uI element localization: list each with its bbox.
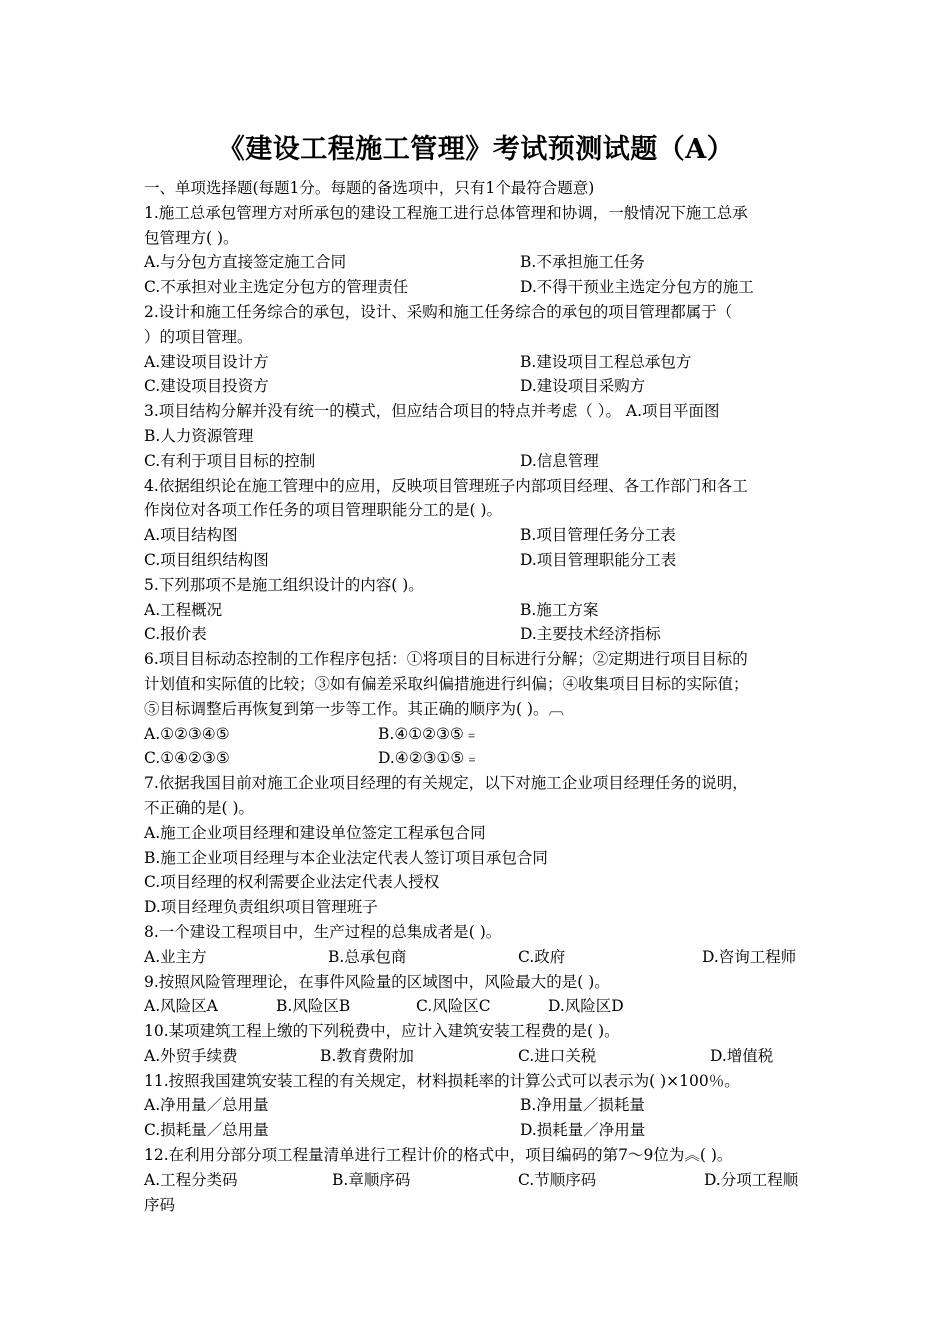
question-11-option-c: C.损耗量／总用量 — [144, 1121, 269, 1140]
question-5-option-a: A.工程概况 — [144, 600, 223, 619]
question-1-option-d: D.不得干预业主选定分包方的施工 — [520, 278, 754, 297]
question-11-option-a: A.净用量／总用量 — [144, 1096, 269, 1115]
question-4-stem-cont: 作岗位对各项工作任务的项目管理职能分工的是( )。 — [144, 501, 503, 520]
question-1-options-row-1 — [144, 250, 808, 275]
question-2-option-b: B.建设项目工程总承包方 — [520, 352, 692, 371]
question-7-option-a: A.施工企业项目经理和建设单位签定工程承包合同 — [144, 823, 486, 842]
question-5-option-c: C.报价表 — [144, 625, 207, 644]
question-2-option-c: C.建设项目投资方 — [144, 377, 269, 396]
question-1-option-a: A.与分包方直接签定施工合同 — [144, 253, 347, 272]
question-11-stem: 11.按照我国建筑安装工程的有关规定，材料损耗率的计算公式可以表示为( )×100％。 — [144, 1071, 740, 1090]
question-4-option-a: A.项目结构图 — [144, 526, 238, 545]
question-12-option-d-cont: 序码 — [144, 1195, 176, 1214]
question-12-stem: 12.在利用分部分项工程量清单进行工程计价的格式中，项目编码的第7～9位为︽( )。 — [144, 1146, 733, 1165]
question-8-option-b: B.总承包商 — [328, 947, 407, 966]
question-5-option-d: D.主要技术经济指标 — [520, 625, 661, 644]
question-6-option-a: A.①②③④⑤ — [144, 724, 230, 743]
question-2-options-row-1 — [144, 350, 808, 375]
question-12-option-c: C.节顺序码 — [518, 1170, 597, 1189]
question-1-stem-cont: 包管理方( )。 — [144, 228, 239, 247]
question-7-option-b: B.施工企业项目经理与本企业法定代表人签订项目承包合同 — [144, 848, 548, 867]
question-9-option-b: B.风险区B — [276, 997, 351, 1016]
question-3-options-row — [144, 449, 808, 474]
question-11-option-d: D.损耗量／净用量 — [520, 1121, 646, 1140]
question-1-option-c: C.不承担对业主选定分包方的管理责任 — [144, 278, 409, 297]
question-6-options-row-2 — [144, 746, 808, 771]
question-5-options-row-2 — [144, 622, 808, 647]
question-6-option-b: B.④①②③⑤﹦ — [378, 724, 480, 743]
question-8-stem: 8.一个建设工程项目中，生产过程的总集成者是( )。 — [144, 922, 502, 941]
question-2-stem-cont: ）的项目管理。 — [144, 327, 253, 346]
question-1-stem: 1.施工总承包管理方对所承包的建设工程施工进行总体管理和协调，一般情况下施工总承 — [144, 203, 748, 222]
question-10-option-d: D.增值税 — [710, 1046, 774, 1065]
question-10-stem: 10.某项建筑工程上缴的下列税费中，应计入建筑安装工程费的是( )。 — [144, 1022, 620, 1041]
question-6-option-c: C.①④②③⑤ — [144, 749, 230, 768]
question-5-option-b: B.施工方案 — [520, 600, 599, 619]
question-4-option-b: B.项目管理任务分工表 — [520, 526, 676, 545]
question-10-option-b: B.教育费附加 — [320, 1046, 414, 1065]
question-4-option-d: D.项目管理职能分工表 — [520, 550, 677, 569]
question-2-option-a: A.建设项目设计方 — [144, 352, 269, 371]
question-2-option-d: D.建设项目采购方 — [520, 377, 646, 396]
question-10-option-c: C.进口关税 — [518, 1046, 597, 1065]
question-5-stem: 5.下列那项不是施工组织设计的内容( )。 — [144, 575, 424, 594]
question-8-option-c: C.政府 — [518, 947, 566, 966]
question-7-option-c: C.项目经理的权利需要企业法定代表人授权 — [144, 873, 440, 892]
question-6-stem-cont-2: ⑤目标调整后再恢复到第一步等工作。其正确的顺序为( )。︹ — [144, 699, 565, 718]
question-4-option-c: C.项目组织结构图 — [144, 550, 269, 569]
question-4-stem: 4.依据组织论在施工管理中的应用，反映项目管理班子内部项目经理、各工作部门和各工 — [144, 476, 748, 495]
section-heading: 一、单项选择题(每题1分。每题的备选项中，只有1个最符合题意) — [144, 179, 595, 197]
question-4-options-row-2 — [144, 548, 808, 573]
question-9-option-d: D.风险区D — [548, 997, 624, 1016]
question-3-option-b: B.人力资源管理 — [144, 426, 254, 445]
question-2-options-row-2 — [144, 374, 808, 399]
question-6-options-row-1 — [144, 722, 808, 747]
question-12-options-row — [144, 1168, 808, 1193]
question-3-option-c: C.有利于项目目标的控制 — [144, 451, 316, 470]
question-8-option-a: A.业主方 — [144, 947, 207, 966]
question-6-stem: 6.项目目标动态控制的工作程序包括：①将项目的目标进行分解；②定期进行项目目标的 — [144, 650, 748, 669]
question-7-stem-cont: 不正确的是( )。 — [144, 798, 255, 817]
question-9-option-a: A.风险区A — [144, 997, 218, 1016]
question-3-stem: 3.项目结构分解并没有统一的模式，但应结合项目的特点并考虑（ ）。 A.项目平面图 — [144, 402, 720, 421]
question-11-options-row-2 — [144, 1118, 808, 1143]
question-10-option-a: A.外贸手续费 — [144, 1046, 238, 1065]
question-12-option-d: D.分项工程顺 — [704, 1170, 799, 1189]
question-12-option-b: B.章顺序码 — [332, 1170, 411, 1189]
question-11-option-b: B.净用量／损耗量 — [520, 1096, 645, 1115]
question-9-options-row — [144, 994, 808, 1019]
question-1-option-b: B.不承担施工任务 — [520, 253, 645, 272]
question-7-option-d: D.项目经理负责组织项目管理班子 — [144, 898, 378, 917]
question-5-options-row-1 — [144, 598, 808, 623]
page-title: 《建设工程施工管理》考试预测试题（A） — [217, 134, 735, 165]
question-6-stem-cont: 计划值和实际值的比较；③如有偏差采取纠偏措施进行纠偏；④收集项目目标的实际值； — [144, 674, 749, 693]
question-12-option-a: A.工程分类码 — [144, 1170, 238, 1189]
exam-page — [144, 128, 808, 1217]
question-4-options-row-1 — [144, 523, 808, 548]
question-7-stem: 7.依据我国目前对施工企业项目经理的有关规定，以下对施工企业项目经理任务的说明， — [144, 774, 748, 793]
question-11-options-row-1 — [144, 1093, 808, 1118]
question-6-option-d: D.④②③①⑤﹦ — [378, 749, 480, 768]
question-8-options-row — [144, 945, 808, 970]
question-9-stem: 9.按照风险管理理论，在事件风险量的区域图中，风险最大的是( )。 — [144, 972, 610, 991]
question-1-options-row-2 — [144, 275, 808, 300]
question-9-option-c: C.风险区C — [416, 997, 491, 1016]
question-8-option-d: D.咨询工程师 — [702, 947, 797, 966]
question-2-stem: 2.设计和施工任务综合的承包，设计、采购和施工任务综合的承包的项目管理都属于（ — [144, 302, 733, 321]
question-10-options-row — [144, 1044, 808, 1069]
question-3-option-d: D.信息管理 — [520, 451, 599, 470]
